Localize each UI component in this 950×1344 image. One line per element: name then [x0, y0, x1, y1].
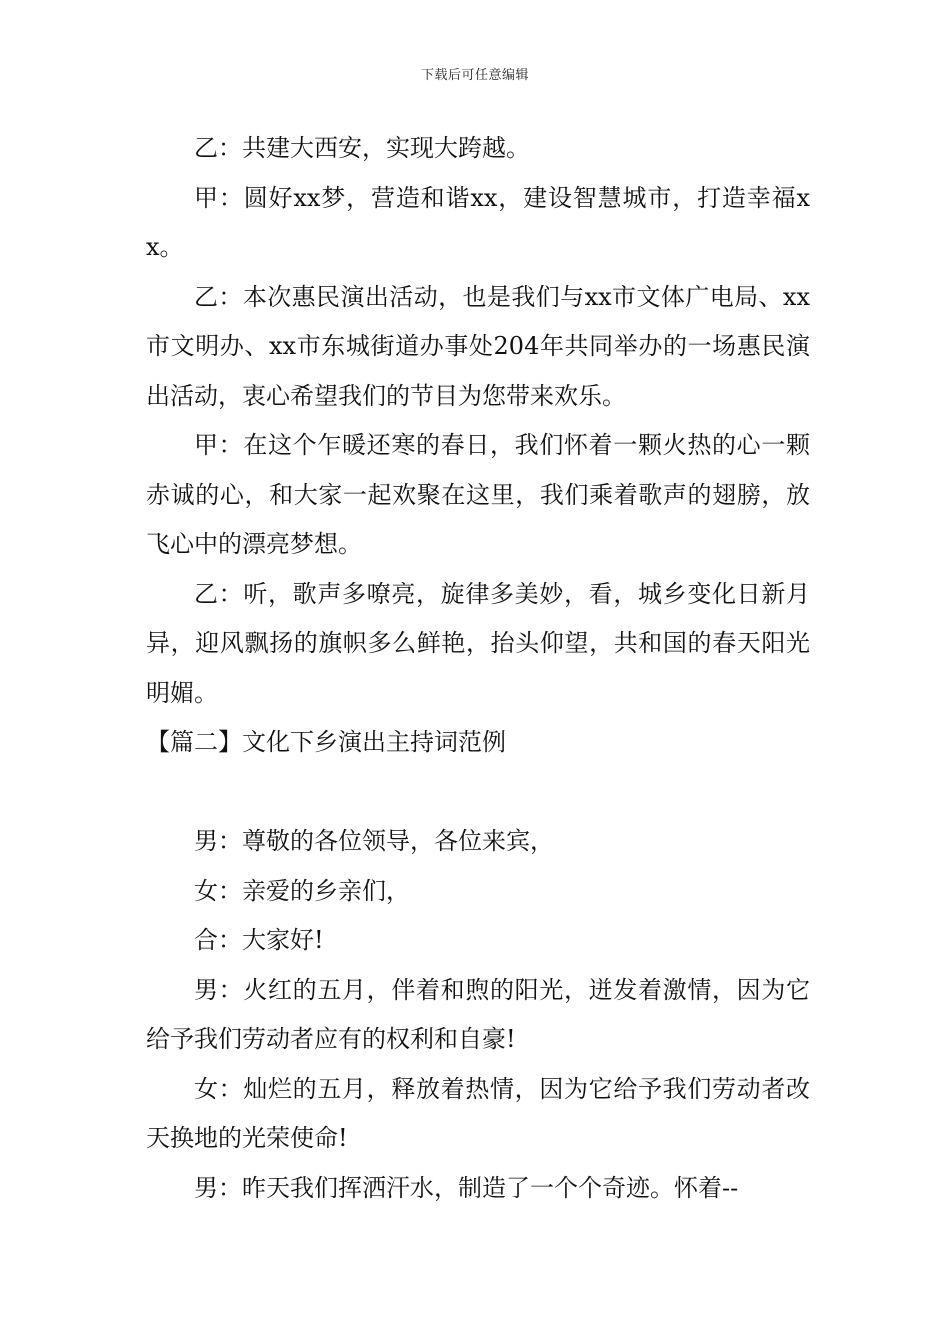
paragraph: 男：昨天我们挥洒汗水，制造了一个个奇迹。怀着-- — [194, 1173, 739, 1202]
paragraph: 男：尊敬的各位领导，各位来宾， — [194, 827, 554, 855]
paragraph: 女：灿烂的五月，释放着热情，因为它给予我们劳动者改天换地的光荣使命! — [146, 1074, 810, 1152]
paragraph: 乙：共建大西安，实现大跨越。 — [194, 134, 530, 162]
section-title: 【篇二】文化下乡演出主持词范例 — [146, 728, 506, 756]
paragraph: 女：亲爱的乡亲们， — [194, 876, 410, 905]
paragraph: 乙：本次惠民演出活动，也是我们与xx市文体广电局、xx市文明办、xx市东城街道办事处204年共同举办的一场惠民演出活动，衷心希望我们的节目为您带来欢乐。 — [146, 282, 810, 410]
document-body — [146, 124, 810, 1213]
blank-line — [146, 768, 810, 818]
paragraph: 合：大家好! — [194, 926, 324, 954]
paragraph: 男：火红的五月，伴着和煦的阳光，迸发着激情，因为它给予我们劳动者应有的权利和自豪! — [146, 975, 810, 1053]
paragraph: 甲：在这个乍暖还寒的春日，我们怀着一颗火热的心一颗赤诚的心，和大家一起欢聚在这里，我们乘着歌声的翅膀，放飞心中的漂亮梦想。 — [146, 431, 810, 558]
page-header: 下载后可任意编辑 — [420, 68, 529, 83]
paragraph: 乙：听，歌声多嘹亮，旋律多美妙，看，城乡变化日新月异，迎风飘扬的旗帜多么鲜艳，抬头仰望，共和国的春天阳光明媚。 — [146, 579, 810, 707]
paragraph: 甲：圆好xx梦，营造和谐xx，建设智慧城市，打造幸福xx。 — [146, 183, 810, 261]
